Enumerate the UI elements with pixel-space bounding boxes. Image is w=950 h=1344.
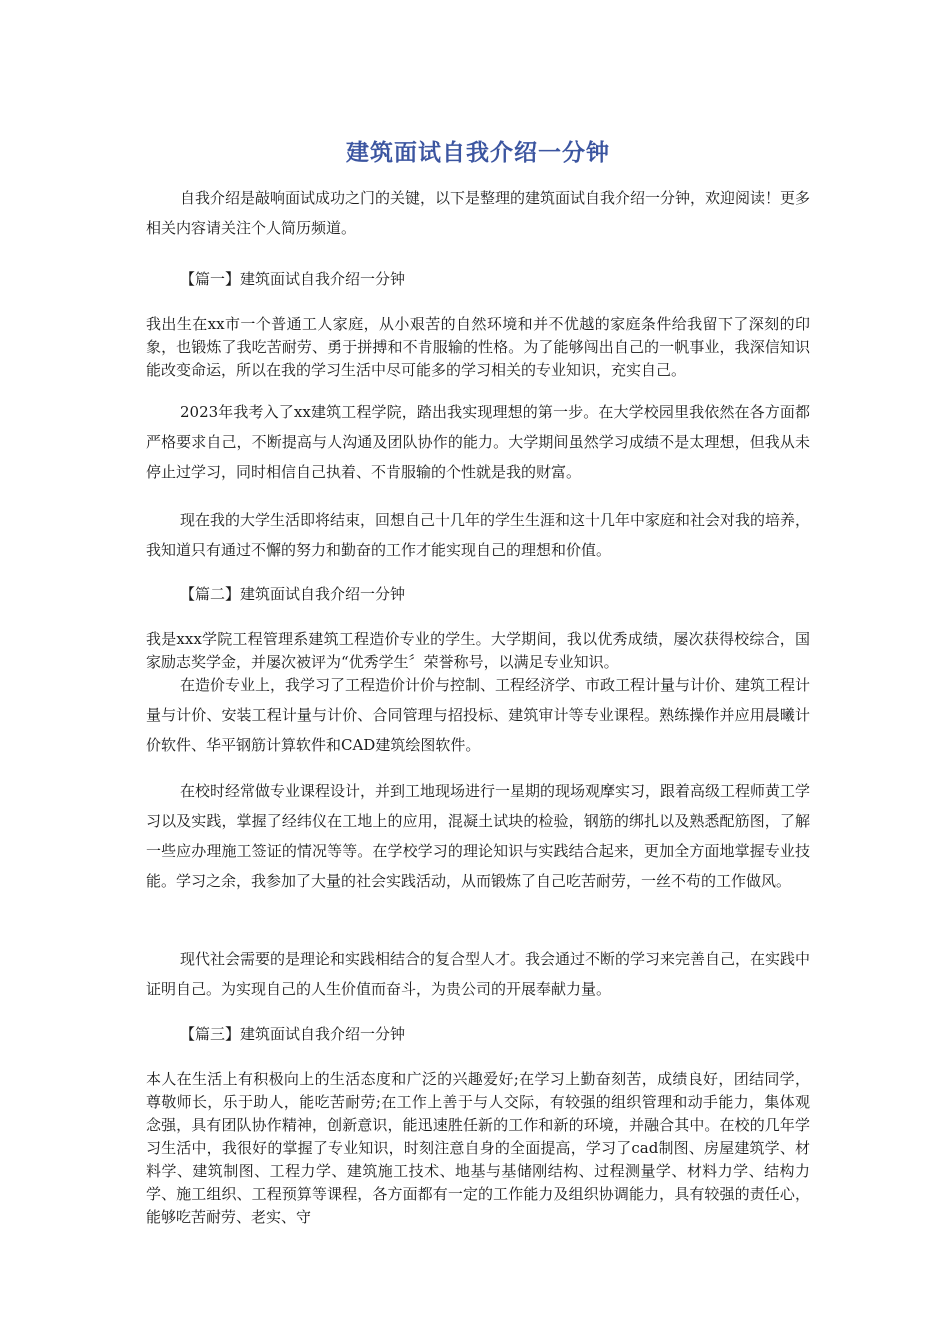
page-title: 建筑面试自我介绍一分钟 <box>346 140 610 166</box>
section1-paragraph-2: 2023年我考入了xx建筑工程学院，踏出我实现理想的第一步。在大学校园里我依然在各方面都严格要求自己，不断提高与人沟通及团队协作的能力。大学期间虽然学习成绩不是太理想，但我从未停止过学习，同时相信自己执着、不肯服输的个性就是我的财富。 <box>146 403 810 481</box>
section2-paragraph-4: 现代社会需要的是理论和实践相结合的复合型人才。我会通过不断的学习来完善自己，在实践中证明自己。为实现自己的人生价值而奋斗，为贵公司的开展奉献力量。 <box>146 950 811 998</box>
section3-heading: 【篇三】建筑面试自我介绍一分钟 <box>180 1025 406 1043</box>
section2-paragraph-3: 在校时经常做专业课程设计，并到工地现场进行一星期的现场观摩实习，跟着高级工程师黄工学习以及实践，掌握了经纬仪在工地上的应用，混凝土试块的检验，钢筋的绑扎以及熟悉配筋图，了解一些应办理施工签证的情况等等。在学校学习的理论知识与实践结合起来，更加全方面地掌握专业技能。学习之余，我参加了大量的社会实践活动，从而锻炼了自己吃苦耐劳，一丝不苟的工作做风。 <box>146 782 811 890</box>
section2-paragraph-2: 在造价专业上，我学习了工程造价计价与控制、工程经济学、市政工程计量与计价、建筑工程计量与计价、安装工程计量与计价、合同管理与招投标、建筑审计等专业课程。熟练操作并应用晨曦计价软件、华平钢筋计算软件和CAD建筑绘图软件。 <box>146 676 811 754</box>
section1-paragraph-3: 现在我的大学生活即将结束，回想自己十几年的学生生涯和这十几年中家庭和社会对我的培养，我知道只有通过不懈的努力和勤奋的工作才能实现自己的理想和价值。 <box>146 511 811 559</box>
section2-heading: 【篇二】建筑面试自我介绍一分钟 <box>180 585 406 603</box>
section1-paragraph-1: 我出生在xx市一个普通工人家庭，从小艰苦的自然环境和并不优越的家庭条件给我留下了深刻的印象，也锻炼了我吃苦耐劳、勇于拼搏和不肯服输的性格。为了能够闯出自己的一帆事业，我深信知识能改变命运，所以在我的学习生活中尽可能多的学习相关的专业知识，充实自己。 <box>146 315 810 379</box>
section3-paragraph-1: 本人在生活上有积极向上的生活态度和广泛的兴趣爱好;在学习上勤奋刻苦，成绩良好，团结同学，尊敬师长，乐于助人，能吃苦耐劳;在工作上善于与人交际，有较强的组织管理和动手能力，集体观念强，具有团队协作精神，创新意识，能迅速胜任新的工作和新的环境，并融合其中。在校的几年学习生活中，我很好的掌握了专业知识，时刻注意自身的全面提高，学习了cad制图、房屋建筑学、材料学、建筑制图、工程力学、建筑施工技术、地基与基储刚结构、过程测量学、材料力学、结构力学、施工组织、工程预算等课程，各方面都有一定的工作能力及组织协调能力，具有较强的责任心，能够吃苦耐劳、老实、守 <box>146 1070 810 1226</box>
intro-paragraph: 自我介绍是敲响面试成功之门的关键，以下是整理的建筑面试自我介绍一分钟，欢迎阅读！更多相关内容请关注个人简历频道。 <box>146 189 811 237</box>
section1-heading: 【篇一】建筑面试自我介绍一分钟 <box>180 270 406 288</box>
section2-paragraph-1: 我是xxx学院工程管理系建筑工程造价专业的学生。大学期间，我以优秀成绩，屡次获得校综合，国家励志奖学金，并屡次被评为“优秀学生〞荣誉称号，以满足专业知识。 <box>146 630 810 671</box>
